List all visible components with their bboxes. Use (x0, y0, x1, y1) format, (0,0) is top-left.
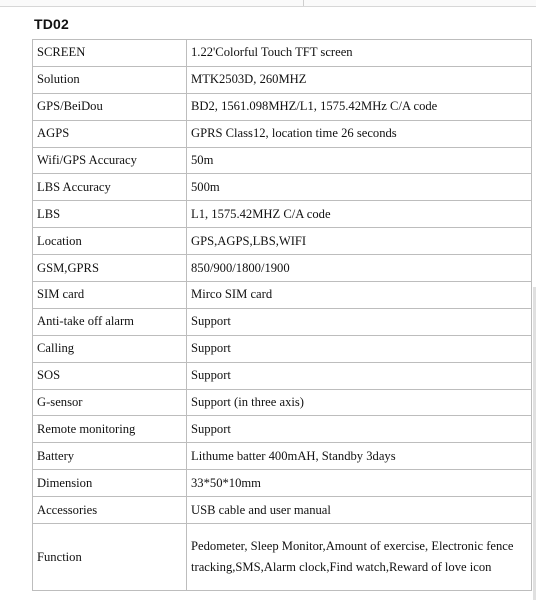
spec-table-body (33, 40, 532, 591)
spec-key: Function (33, 524, 187, 591)
spec-value: MTK2503D, 260MHZ (187, 66, 532, 93)
spec-value: 33*50*10mm (187, 470, 532, 497)
spec-key: Battery (33, 443, 187, 470)
spec-key: SOS (33, 362, 187, 389)
spec-value: USB cable and user manual (187, 497, 532, 524)
table-row (33, 524, 532, 591)
spec-table (32, 39, 532, 591)
top-divider (303, 0, 304, 6)
product-title: TD02 (34, 16, 70, 32)
spec-value: Support (187, 308, 532, 335)
spec-key: Wifi/GPS Accuracy (33, 147, 187, 174)
spec-value: 850/900/1800/1900 (187, 255, 532, 282)
table-row (33, 255, 532, 282)
spec-value: 500m (187, 174, 532, 201)
table-row (33, 174, 532, 201)
spec-key: GSM,GPRS (33, 255, 187, 282)
spec-value: Support (in three axis) (187, 389, 532, 416)
table-row (33, 120, 532, 147)
spec-value: 1.22'Colorful Touch TFT screen (187, 40, 532, 67)
spec-key: Dimension (33, 470, 187, 497)
spec-key: Calling (33, 335, 187, 362)
spec-key: Solution (33, 66, 187, 93)
spec-value: L1, 1575.42MHZ C/A code (187, 201, 532, 228)
spec-key: GPS/BeiDou (33, 93, 187, 120)
table-row (33, 93, 532, 120)
table-row (33, 362, 532, 389)
table-row (33, 282, 532, 309)
spec-value: Mirco SIM card (187, 282, 532, 309)
spec-key: Location (33, 228, 187, 255)
table-row (33, 389, 532, 416)
spec-value: Support (187, 335, 532, 362)
table-row (33, 416, 532, 443)
spec-key: G-sensor (33, 389, 187, 416)
spec-value: GPS,AGPS,LBS,WIFI (187, 228, 532, 255)
spec-value: Lithume batter 400mAH, Standby 3days (187, 443, 532, 470)
spec-value: Support (187, 362, 532, 389)
table-row (33, 228, 532, 255)
spec-key: LBS Accuracy (33, 174, 187, 201)
top-border (0, 0, 536, 7)
spec-key: AGPS (33, 120, 187, 147)
table-row (33, 308, 532, 335)
spec-value: 50m (187, 147, 532, 174)
table-row (33, 497, 532, 524)
spec-key: Accessories (33, 497, 187, 524)
table-row (33, 40, 532, 67)
table-row (33, 443, 532, 470)
table-row (33, 147, 532, 174)
spec-key: SIM card (33, 282, 187, 309)
spec-key: LBS (33, 201, 187, 228)
table-row (33, 335, 532, 362)
table-row (33, 470, 532, 497)
table-row (33, 201, 532, 228)
spec-value: Support (187, 416, 532, 443)
spec-key: SCREEN (33, 40, 187, 67)
spec-value: BD2, 1561.098MHZ/L1, 1575.42MHz C/A code (187, 93, 532, 120)
spec-key: Remote monitoring (33, 416, 187, 443)
spec-key: Anti-take off alarm (33, 308, 187, 335)
spec-value: GPRS Class12, location time 26 seconds (187, 120, 532, 147)
spec-value: Pedometer, Sleep Monitor,Amount of exercise, Electronic fence tracking,SMS,Alarm clock,Find watch,Reward of love icon (187, 524, 532, 591)
table-row (33, 66, 532, 93)
